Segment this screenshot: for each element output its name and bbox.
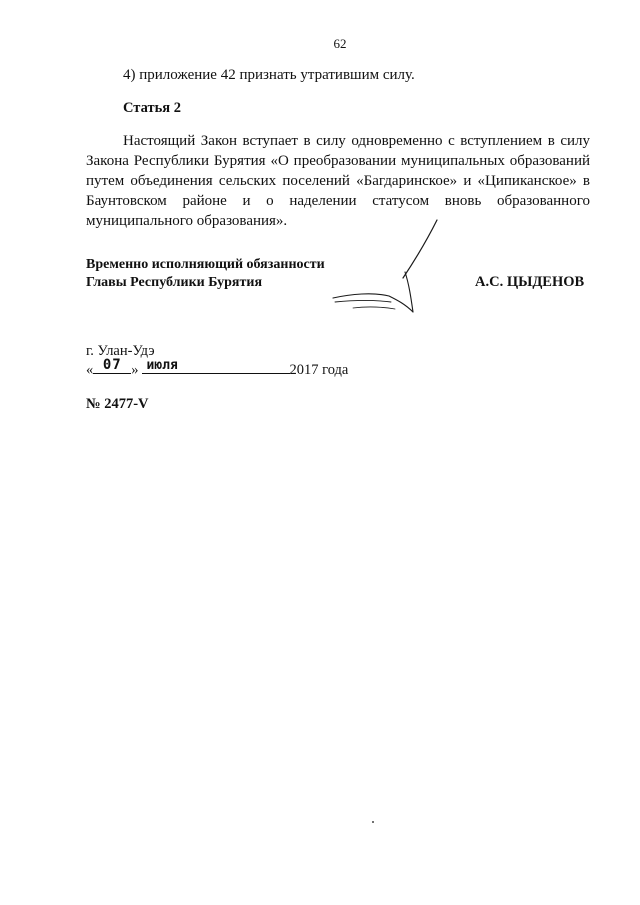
signatory-title-line2: Главы Республики Бурятия: [86, 275, 263, 290]
article-body: Настоящий Закон вступает в силу одновременно с вступлением в силу Закона Республики Бурятия «О преобразовании муниципальных образований путем объединения сельских поселений «Багдаринское» и «Ципиканское» в Баунтовском районе и о наделении статусом вновь образованного муниципального образования».: [86, 133, 590, 229]
date-day-stamp: 07: [102, 357, 122, 373]
page-number: 62: [333, 36, 347, 51]
place-of-signing: г. Улан-Удэ: [86, 343, 155, 359]
signing-date: [86, 358, 348, 380]
signatory-title-line1: Временно исполняющий обязанности: [86, 257, 325, 272]
scan-speck: [372, 821, 374, 823]
document-number: № 2477-V: [86, 396, 149, 412]
date-open-quote: «: [86, 362, 94, 378]
item-paragraph: 4) приложение 42 признать утратившим силу.: [123, 67, 415, 83]
handwritten-signature: [325, 212, 455, 322]
date-year: 2017 года: [289, 362, 349, 378]
date-close-quote: »: [131, 362, 139, 378]
signatory-title: [86, 256, 325, 292]
article-heading: Статья 2: [123, 100, 181, 116]
date-day-blank: [93, 358, 131, 374]
date-month-blank: [142, 358, 290, 374]
date-month-stamp: июля: [146, 358, 178, 373]
signer-name: А.С. ЦЫДЕНОВ: [475, 274, 585, 290]
